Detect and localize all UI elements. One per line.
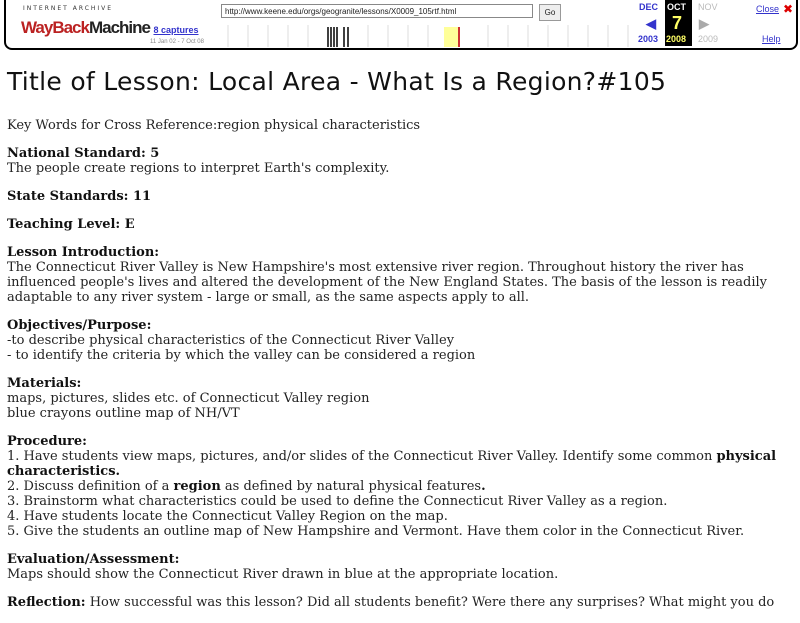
procedure-step: as defined by natural physical features [220, 479, 482, 494]
objective-item: -to describe physical characteristics of the Connecticut River Valley [7, 333, 455, 348]
reflection-text: How successful was this lesson? Did all students benefit? Were there any surprises? What might you do [89, 595, 775, 610]
close-icon[interactable]: ✖ [783, 2, 794, 16]
procedure-step: 5. Give the students an outline map of New Hampshire and Vermont. Have them color in the Connecticut River. [7, 524, 745, 539]
objective-item: - to identify the criteria by which the valley can be considered a region [7, 348, 476, 363]
teaching-level [7, 217, 797, 232]
lesson-introduction [7, 245, 797, 305]
next-month: NOV [698, 2, 718, 12]
national-standard-text: The people create regions to interpret Earth's complexity. [7, 161, 390, 176]
wayback-toolbar [4, 0, 798, 50]
objectives [7, 318, 797, 363]
reflection [7, 595, 797, 610]
procedure-step-bold: physical characteristics. [7, 449, 777, 479]
current-day: 7 [672, 13, 683, 33]
national-standard-label: National Standard: 5 [7, 146, 160, 161]
materials [7, 376, 797, 421]
material-item: blue crayons outline map of NH/VT [7, 406, 240, 421]
wayback-logo[interactable]: WayBackMachine [21, 18, 150, 37]
objectives-label: Objectives/Purpose: [7, 318, 152, 333]
procedure-step: 4. Have students locate the Connecticut Valley Region on the map. [7, 509, 448, 524]
next-year: 2009 [698, 34, 719, 44]
next-arrow-icon: ▶ [699, 16, 709, 31]
procedure-step: 1. Have students view maps, pictures, and/or slides of the Connecticut River Valley. Identify some common [7, 449, 717, 464]
current-year: 2008 [666, 34, 687, 44]
evaluation-label: Evaluation/Assessment: [7, 552, 180, 567]
intro-label: Lesson Introduction: [7, 245, 160, 260]
logo-subtitle: INTERNET ARCHIVE [23, 5, 114, 12]
prev-year[interactable]: 2003 [638, 34, 659, 44]
procedure [7, 434, 797, 539]
national-standard [7, 146, 797, 176]
help-link[interactable]: Help [762, 34, 781, 44]
procedure-label: Procedure: [7, 434, 87, 449]
evaluation [7, 552, 797, 582]
prev-month[interactable]: DEC [639, 2, 659, 12]
intro-text: The Connecticut River Valley is New Hampshire's most extensive river region. Throughout history the river has influenced people's lives and altered the development of the New England States. The basis of the lesson is readily adaptable to any river system - large or small, as the same aspects apply to all. [7, 260, 767, 305]
procedure-step: 2. Discuss definition of a [7, 479, 174, 494]
teaching-level-label: Teaching Level: E [7, 217, 135, 232]
prev-arrow-icon[interactable]: ◀ [646, 16, 656, 31]
procedure-step-bold: region [173, 479, 221, 494]
procedure-step: 3. Brainstorm what characteristics could be used to define the Connecticut River Valley as a region. [7, 494, 668, 509]
capture-range: 11 Jan 02 - 7 Oct 08 [150, 39, 204, 45]
capture-timeline[interactable] [218, 25, 632, 47]
page-title: Title of Lesson: Local Area - What Is a Region?#105 [7, 67, 667, 96]
url-input[interactable]: http://www.keene.edu/orgs/geogranite/lessons/X0009_105rtf.html [221, 4, 533, 18]
state-standards-label: State Standards: 11 [7, 189, 152, 204]
state-standards [7, 189, 797, 204]
keywords: Key Words for Cross Reference:region physical characteristics [7, 118, 421, 133]
material-item: maps, pictures, slides etc. of Connecticut Valley region [7, 391, 370, 406]
go-button[interactable]: Go [539, 4, 561, 21]
materials-label: Materials: [7, 376, 82, 391]
close-link[interactable]: Close [756, 4, 780, 14]
reflection-label: Reflection: [7, 595, 86, 610]
captures-link[interactable]: 8 captures [153, 25, 199, 35]
procedure-step-dot: . [481, 479, 486, 494]
evaluation-text: Maps should show the Connecticut River drawn in blue at the appropriate location. [7, 567, 559, 582]
current-month: OCT [667, 2, 686, 12]
lesson-content [7, 66, 797, 623]
